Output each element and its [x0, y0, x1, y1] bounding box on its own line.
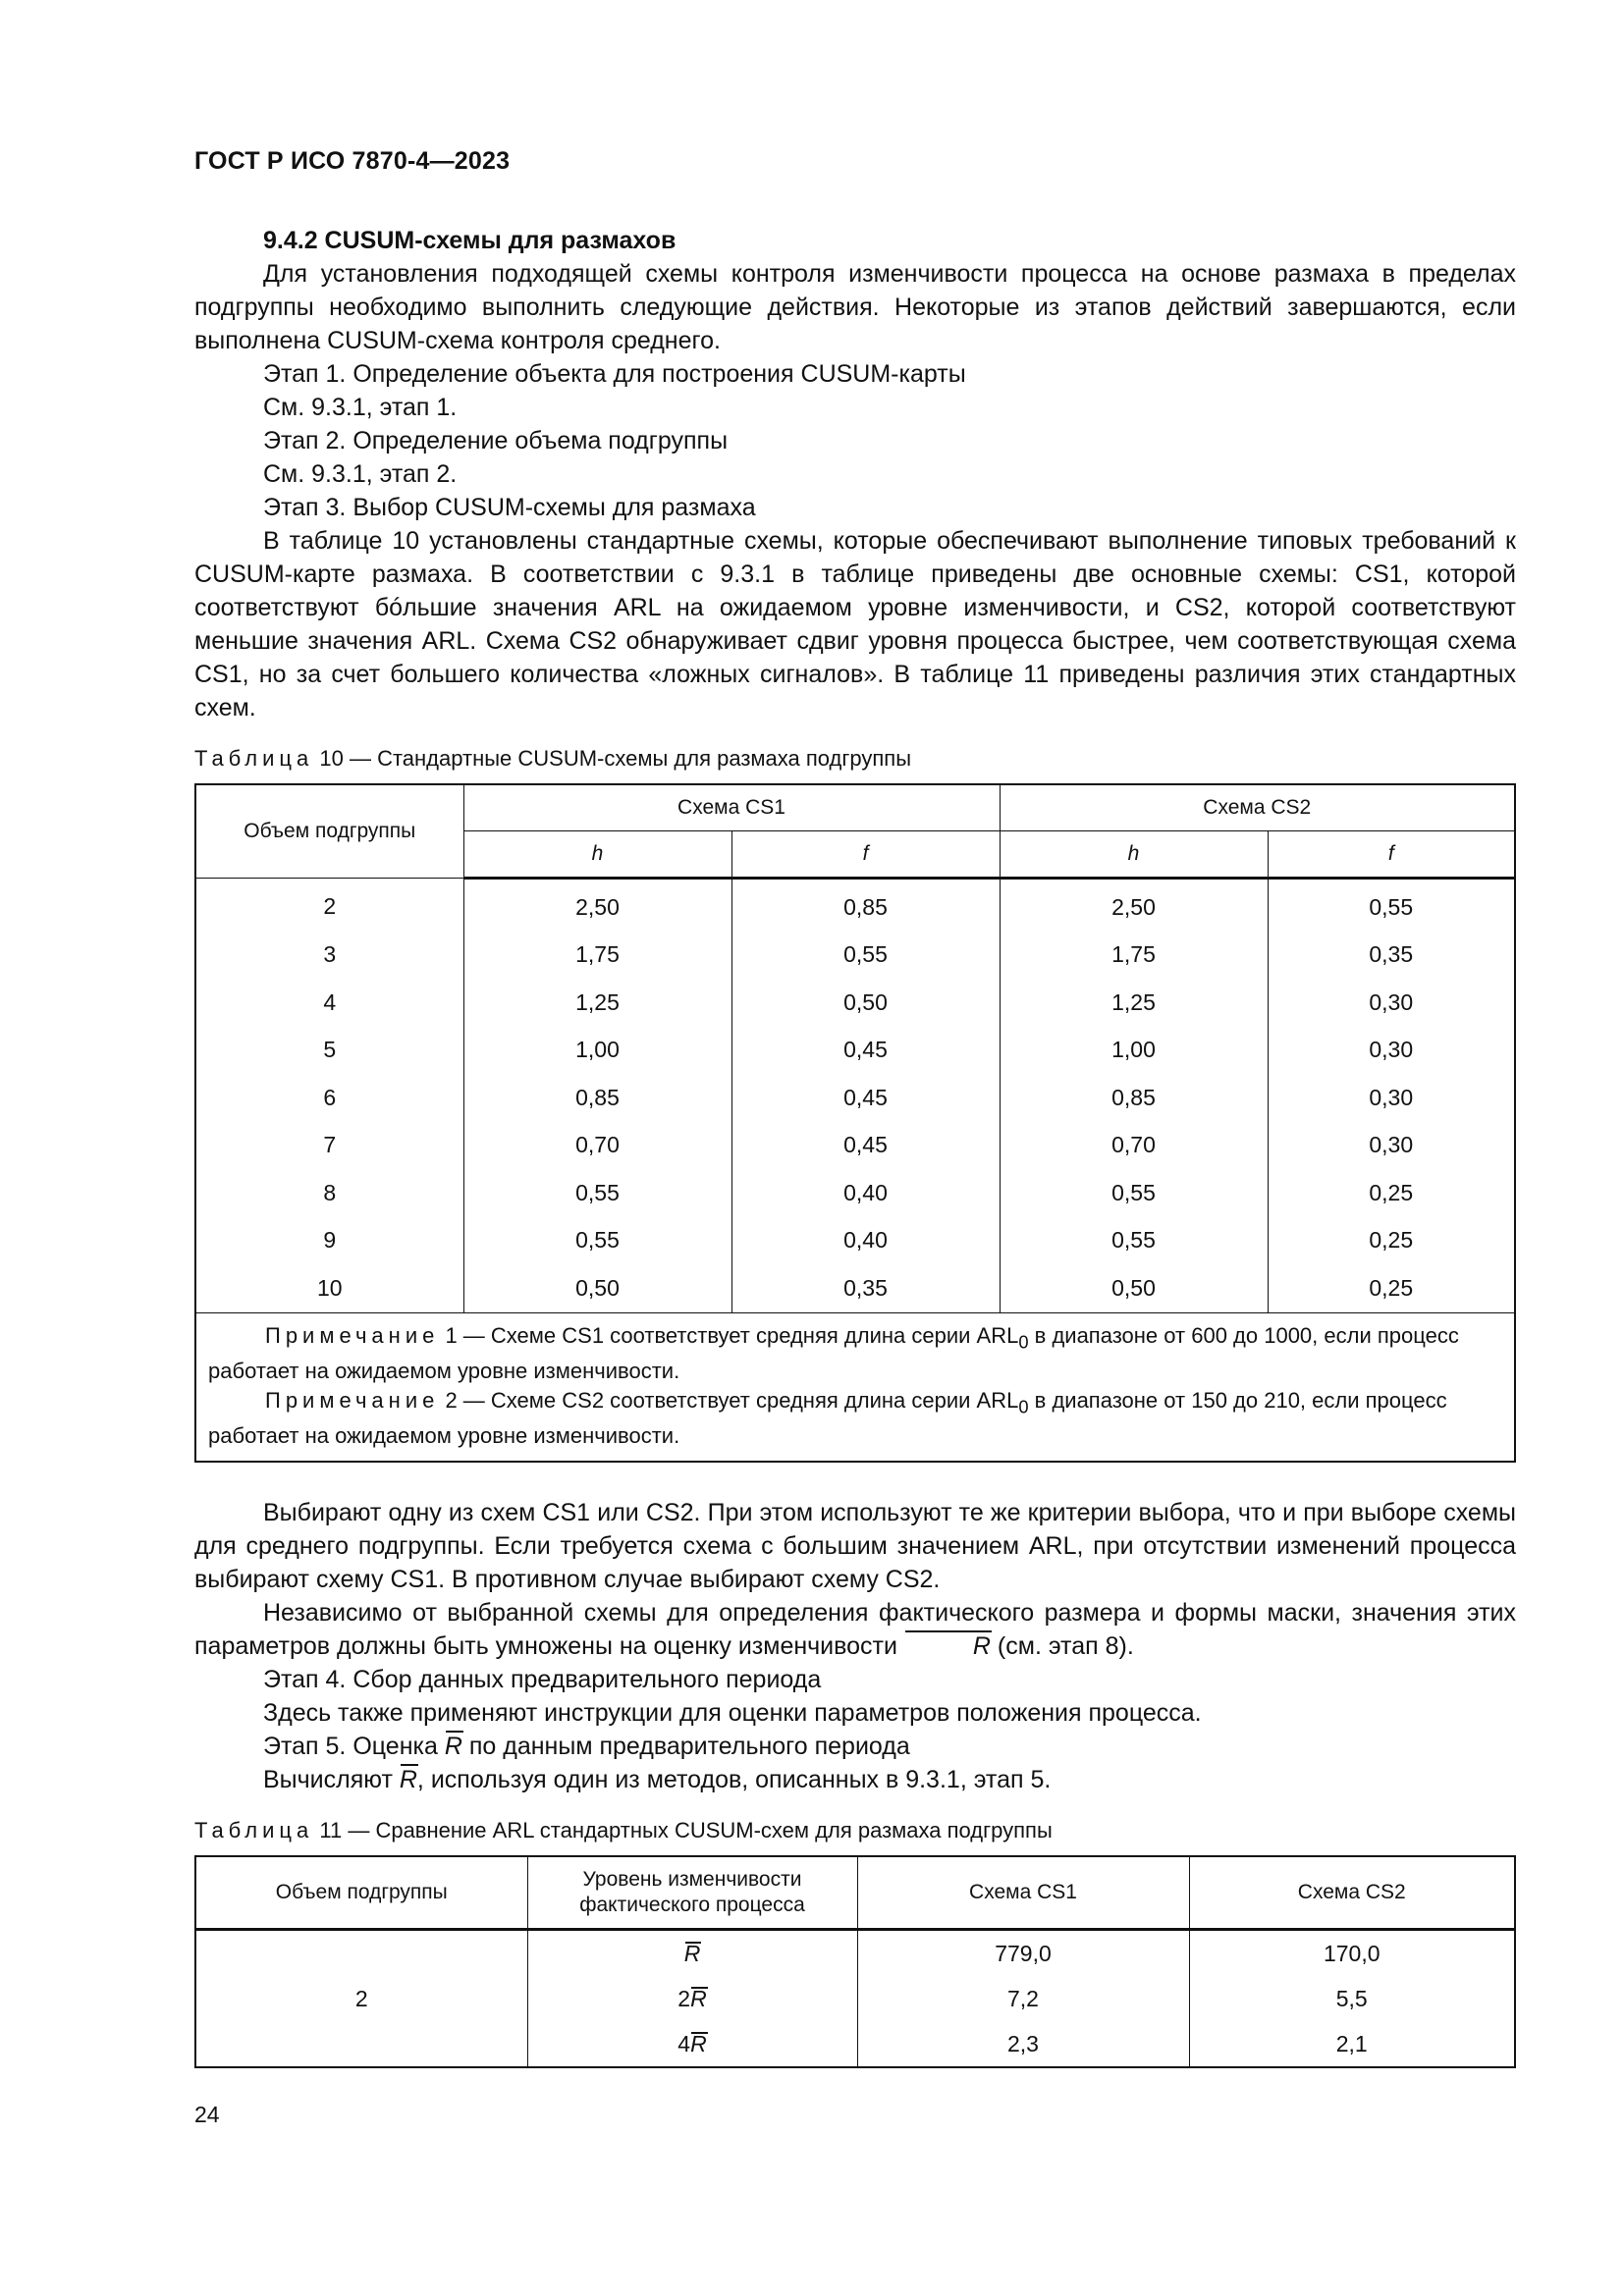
cell-cs1-h: 0,55	[463, 1169, 731, 1217]
cell-cs2-arl: 5,5	[1189, 1976, 1515, 2021]
cell-cs1-h: 1,25	[463, 979, 731, 1027]
table-11-header-subgroup: Объем подгруппы	[195, 1856, 527, 1930]
cell-cs1-f: 0,40	[731, 1217, 1000, 1265]
table-10-caption-text: 10 — Стандартные CUSUM-схемы для размаха подгруппы	[313, 746, 912, 771]
table-row	[195, 1930, 1515, 1977]
cell-cs2-f: 0,30	[1268, 1122, 1515, 1170]
table-row	[195, 1217, 1515, 1265]
table-row	[195, 932, 1515, 980]
cell-cs2-f: 0,30	[1268, 979, 1515, 1027]
page-number: 24	[194, 2102, 220, 2127]
cell-cs2-f: 0,55	[1268, 879, 1515, 932]
cell-cs1-h: 1,75	[463, 932, 731, 980]
arl-subscript: 0	[1018, 1330, 1029, 1352]
cell-cs1-f: 0,35	[731, 1264, 1000, 1312]
table-10-notes-row	[195, 1312, 1515, 1462]
r-bar-symbol: R	[690, 1985, 707, 2011]
table-row	[195, 1027, 1515, 1075]
cell-subgroup: 8	[195, 1169, 463, 1217]
cell-cs1-h: 0,85	[463, 1074, 731, 1122]
step-1-reference: См. 9.3.1, этап 1.	[263, 394, 458, 421]
cell-cs1-h: 0,55	[463, 1217, 731, 1265]
cell-cs1-f: 0,85	[731, 879, 1000, 932]
cell-subgroup: 10	[195, 1264, 463, 1312]
r-bar-symbol: R	[400, 1763, 417, 1796]
cell-cs1-f: 0,40	[731, 1169, 1000, 1217]
table-11-header-variability-level: Уровень изменчивости фактического процесса	[527, 1856, 857, 1930]
step-4-text: Здесь также применяют инструкции для оценки параметров положения процесса.	[263, 1699, 1202, 1728]
cell-subgroup: 5	[195, 1027, 463, 1075]
cell-cs2-f: 0,30	[1268, 1027, 1515, 1075]
cell-cs1-f: 0,45	[731, 1122, 1000, 1170]
table-row	[195, 1264, 1515, 1312]
table-11-header-cs2: Схема CS2	[1189, 1856, 1515, 1930]
cell-cs2-h: 0,85	[1000, 1074, 1268, 1122]
cell-cs1-arl: 779,0	[857, 1930, 1189, 1977]
r-bar-symbol: R	[690, 2030, 707, 2056]
cell-cs2-h: 1,00	[1000, 1027, 1268, 1075]
table-10-intro-paragraph: В таблице 10 установлены стандартные схемы, которые обеспечивают выполнение типовых требований к CUSUM-карте размаха. В соответствии с 9.3.1 в таблице приведены две основные схемы: CS1, которой соответствуют бóльшие значения ARL на ожидаемом уровне изменчивости, и CS2, которой соответствуют меньшие значения ARL. Схема CS2 обнаруживает сдвиг уровня процесса быстрее, чем соответствующая схема CS1, но за счет большего количества «ложных сигналов». В таблице 11 приведены различия этих стандартных схем.	[194, 527, 1516, 721]
step-2-heading: Этап 2. Определение объема подгруппы	[263, 427, 729, 454]
table-10-notes	[195, 1312, 1515, 1462]
mask-parameters-paragraph	[194, 1596, 1516, 1663]
table-row	[195, 1169, 1515, 1217]
cell-subgroup: 6	[195, 1074, 463, 1122]
mask-paragraph-text-end: (см. этап 8).	[990, 1632, 1134, 1661]
cell-cs1-h: 0,70	[463, 1122, 731, 1170]
cell-cs2-f: 0,25	[1268, 1217, 1515, 1265]
table-11-caption-label: Таблица	[194, 1818, 314, 1843]
cell-cs2-h: 0,55	[1000, 1217, 1268, 1265]
cell-subgroup: 7	[195, 1122, 463, 1170]
cell-cs1-h: 0,50	[463, 1264, 731, 1312]
cell-cs2-f: 0,35	[1268, 932, 1515, 980]
calculation-text-end: , используя один из методов, описанных в 9.3.1, этап 5.	[416, 1766, 1052, 1794]
cell-cs1-arl: 2,3	[857, 2021, 1189, 2067]
cell-subgroup: 2	[195, 1930, 527, 2068]
note-1-text-start: 1 — Схеме CS1 соответствует средняя длина серии ARL	[439, 1322, 1019, 1348]
table-row	[195, 1122, 1515, 1170]
table-row	[195, 1074, 1515, 1122]
table-10-caption-label: Таблица	[194, 746, 314, 771]
table-10-header-cs1-h: h	[463, 831, 731, 879]
cell-variability-level	[527, 1976, 857, 2021]
cell-cs2-h: 0,55	[1000, 1169, 1268, 1217]
table-10-header-cs1-f: f	[731, 831, 1000, 879]
cell-subgroup: 3	[195, 932, 463, 980]
step-5-heading	[194, 1730, 1516, 1763]
note-label: Примечание	[265, 1387, 440, 1413]
intro-paragraph: Для установления подходящей схемы контроля изменчивости процесса на основе размаха в пределах подгруппы необходимо выполнить следующие действия. Некоторые из этапов действий завершаются, если выполнена CUSUM-схема контроля среднего.	[194, 260, 1516, 354]
note-1-text-end: в диапазоне от 600 до 1000, если процесс работает на ожидаемом уровне изменчивости.	[208, 1322, 1459, 1383]
cell-cs1-f: 0,45	[731, 1027, 1000, 1075]
step-1-heading: Этап 1. Определение объекта для построения CUSUM-карты	[263, 360, 966, 388]
step-5-text-start: Этап 5. Оценка	[263, 1733, 445, 1761]
note-2-text-end: в диапазоне от 150 до 210, если процесс работает на ожидаемом уровне изменчивости.	[208, 1387, 1447, 1449]
r-bar-symbol: R	[904, 1629, 991, 1663]
cell-cs1-f: 0,50	[731, 979, 1000, 1027]
table-10-header-cs1: Схема CS1	[463, 784, 1000, 831]
cell-subgroup: 9	[195, 1217, 463, 1265]
step-2-reference: См. 9.3.1, этап 2.	[263, 460, 458, 488]
step-4-heading: Этап 4. Сбор данных предварительного периода	[263, 1666, 822, 1694]
cell-cs1-f: 0,55	[731, 932, 1000, 980]
note-2-text-start: 2 — Схеме CS2 соответствует средняя длина серии ARL	[439, 1387, 1019, 1413]
r-bar-symbol: R	[445, 1730, 462, 1763]
table-10-header-cs2: Схема CS2	[1000, 784, 1515, 831]
table-row	[195, 979, 1515, 1027]
mask-paragraph-text-start: Независимо от выбранной схемы для определения фактического размера и формы маски, значения этих параметров должны быть умножены на оценку изменчивости	[194, 1599, 1516, 1661]
cell-cs1-h: 2,50	[463, 879, 731, 932]
level-multiplier: 2	[677, 1985, 691, 2011]
step-3-heading: Этап 3. Выбор CUSUM-схемы для размаха	[263, 494, 756, 521]
table-11	[194, 1855, 1516, 2068]
cell-variability-level	[527, 1930, 857, 1977]
note-label: Примечание	[265, 1322, 440, 1348]
arl-subscript: 0	[1018, 1396, 1029, 1417]
table-10-header-cs2-f: f	[1268, 831, 1515, 879]
cell-cs2-f: 0,25	[1268, 1264, 1515, 1312]
section-title: 9.4.2 CUSUM-схемы для размахов	[263, 227, 677, 254]
cell-cs2-arl: 170,0	[1189, 1930, 1515, 1977]
cell-cs2-h: 1,75	[1000, 932, 1268, 980]
level-multiplier: 4	[677, 2030, 691, 2056]
scheme-choice-paragraph: Выбирают одну из схем CS1 или CS2. При этом используют те же критерии выбора, что и при выборе схемы для среднего подгруппы. Если требуется схема с большим значением ARL, при отсутствии изменений процесса выбирают схему CS1. В противном случае выбирают схему CS2.	[194, 1499, 1516, 1594]
cell-variability-level	[527, 2021, 857, 2067]
cell-cs2-f: 0,30	[1268, 1074, 1515, 1122]
table-10-note-2	[208, 1386, 1502, 1451]
cell-subgroup: 2	[195, 879, 463, 932]
step-5-calculation	[194, 1763, 1516, 1796]
table-10-note-1	[208, 1321, 1502, 1386]
table-10-caption	[194, 744, 1516, 774]
cell-cs1-f: 0,45	[731, 1074, 1000, 1122]
table-11-caption-text: 11 — Сравнение ARL стандартных CUSUM-схем для размаха подгруппы	[313, 1818, 1053, 1843]
cell-cs2-f: 0,25	[1268, 1169, 1515, 1217]
cell-cs2-arl: 2,1	[1189, 2021, 1515, 2067]
calculation-text-start: Вычисляют	[263, 1766, 400, 1794]
table-10-header-subgroup: Объем подгруппы	[195, 784, 463, 879]
table-10-header-cs2-h: h	[1000, 831, 1268, 879]
table-11-header-cs1: Схема CS1	[857, 1856, 1189, 1930]
r-bar-symbol: R	[683, 1940, 701, 1966]
table-10	[194, 783, 1516, 1463]
step-5-text-end: по данным предварительного периода	[461, 1733, 910, 1761]
table-row	[195, 879, 1515, 932]
cell-cs1-h: 1,00	[463, 1027, 731, 1075]
document-header: ГОСТ Р ИСО 7870-4—2023	[194, 147, 511, 175]
table-11-caption	[194, 1816, 1516, 1845]
cell-cs2-h: 0,50	[1000, 1264, 1268, 1312]
cell-cs1-arl: 7,2	[857, 1976, 1189, 2021]
page-content	[194, 224, 1516, 2068]
cell-cs2-h: 1,25	[1000, 979, 1268, 1027]
cell-cs2-h: 0,70	[1000, 1122, 1268, 1170]
cell-subgroup: 4	[195, 979, 463, 1027]
cell-cs2-h: 2,50	[1000, 879, 1268, 932]
